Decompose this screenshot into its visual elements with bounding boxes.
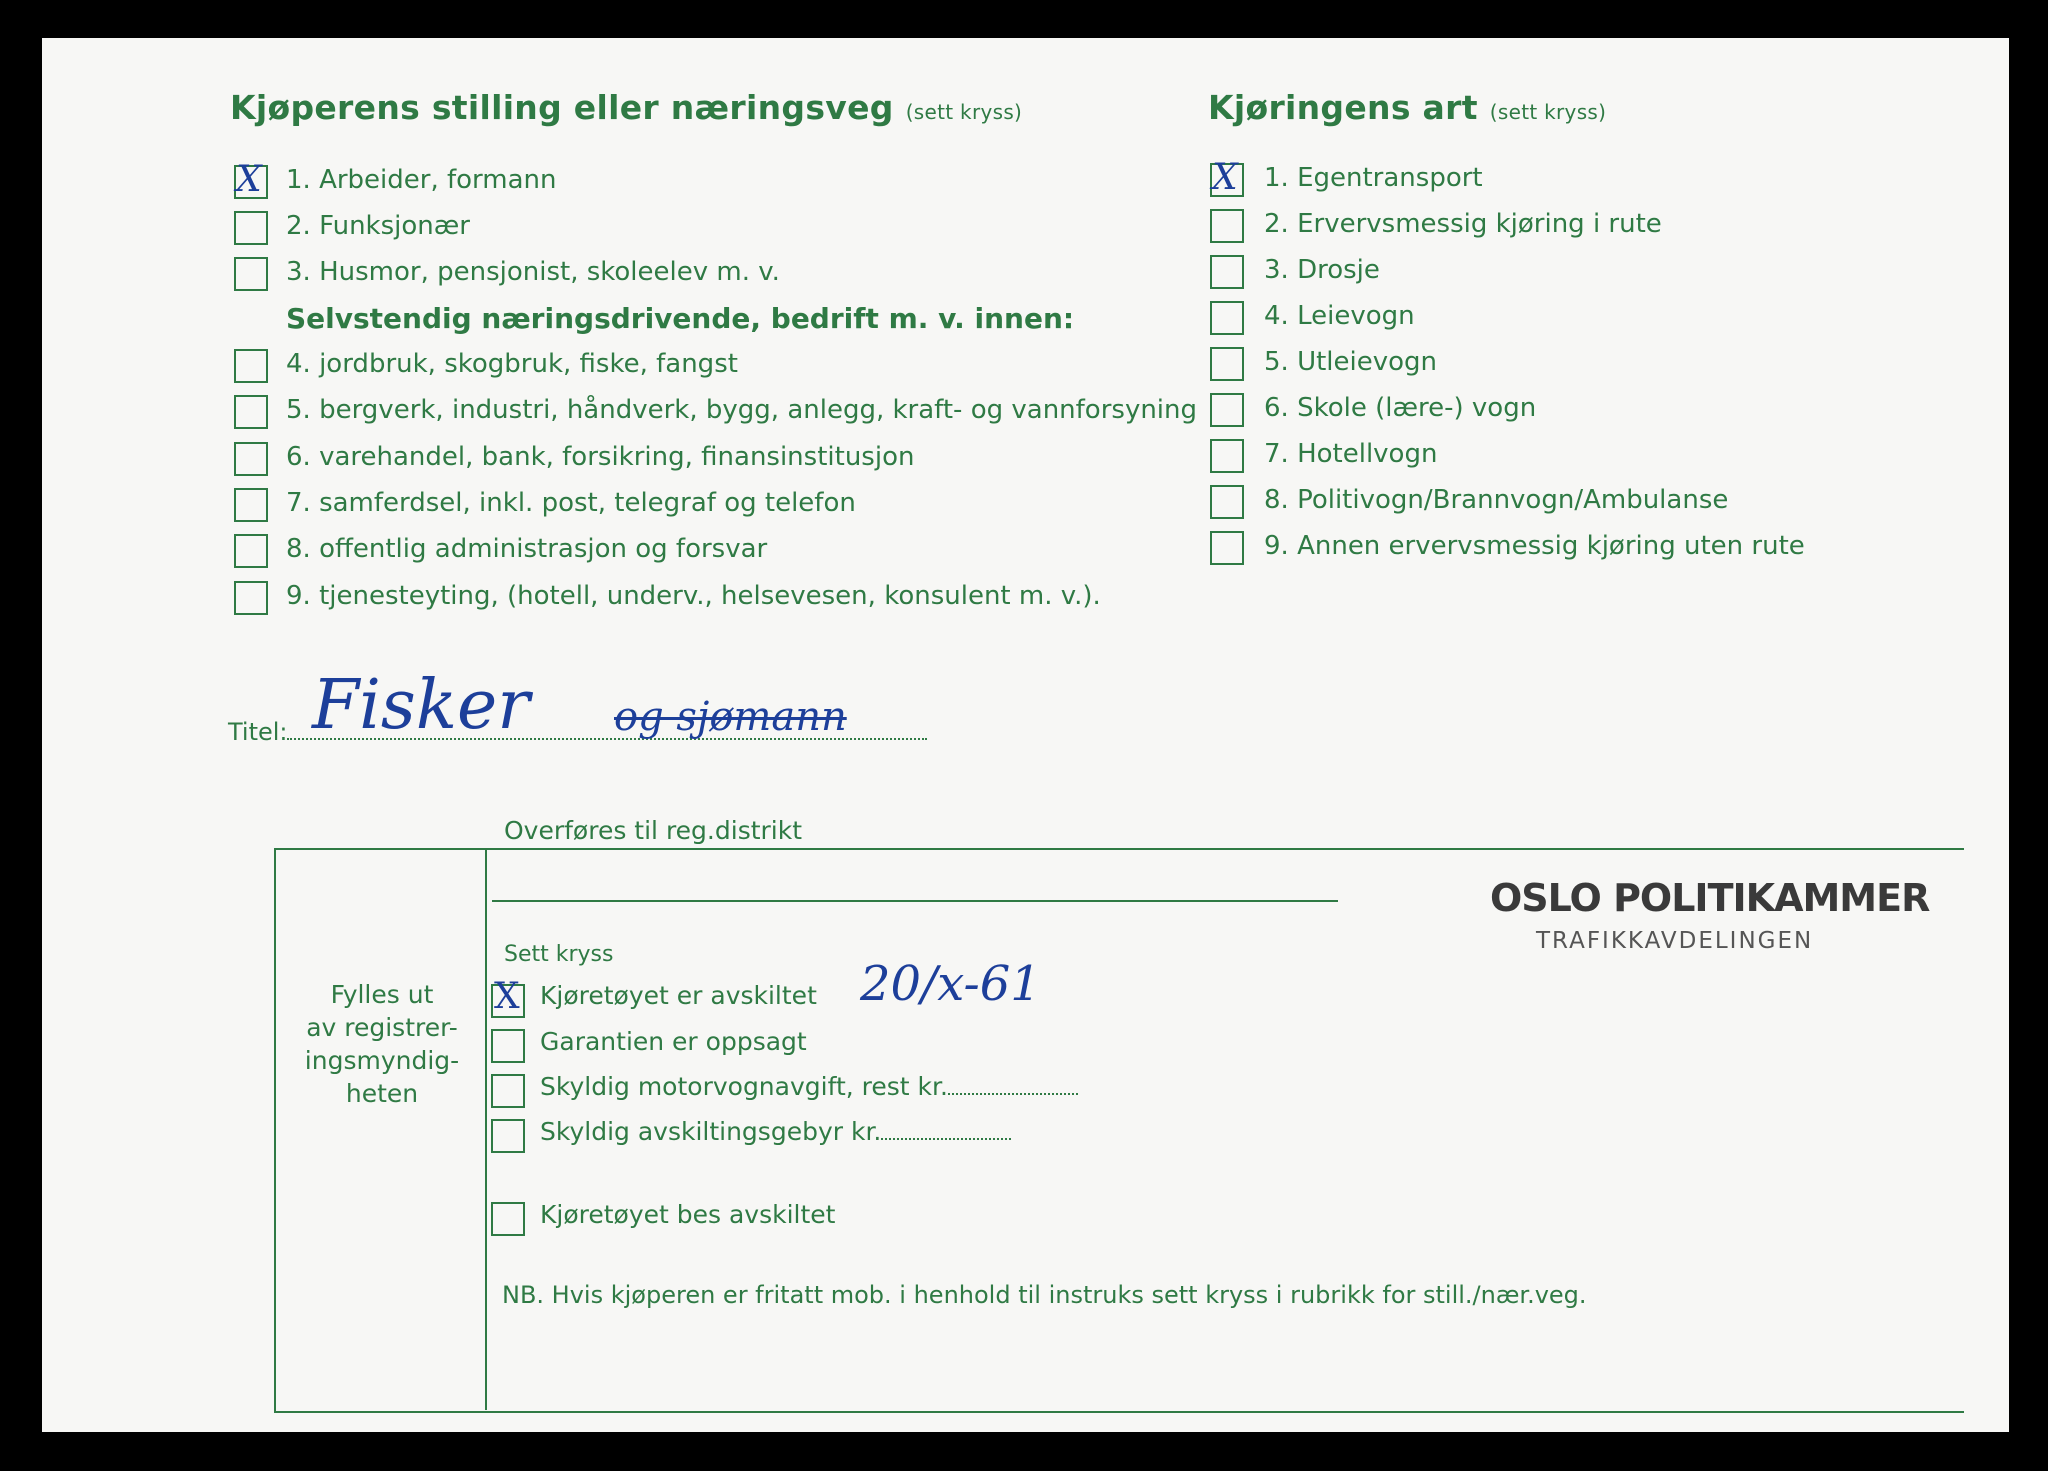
handwritten-date: 20/x-61: [860, 956, 1041, 1012]
checkbox-occ-4[interactable]: [234, 349, 268, 383]
title-label: Titel:: [228, 718, 288, 746]
trip-item-6: 6. Skole (lære-) vogn: [1264, 393, 1537, 423]
right-heading-text: Kjøringens art: [1208, 88, 1478, 127]
left-heading-note: (sett kryss): [905, 100, 1023, 124]
occ-item-1: 1. Arbeider, formann: [286, 165, 557, 195]
transfer-line[interactable]: [492, 900, 1338, 902]
cross-mark-reg-1: X: [494, 976, 520, 1017]
checkbox-trip-9[interactable]: [1210, 531, 1244, 565]
occ-item-5: 5. bergverk, industri, håndverk, bygg, anlegg, kraft- og vannforsyning: [286, 395, 1198, 425]
trip-item-9: 9. Annen ervervsmessig kjøring uten rute: [1264, 531, 1805, 561]
stamp-line-2: TRAFIKKAVDELINGEN: [1536, 928, 1814, 954]
checkbox-trip-2[interactable]: [1210, 209, 1244, 243]
reg-check-1: Kjøretøyet er avskiltet: [540, 981, 817, 1010]
side-label-line-3: ingsmyndig-: [304, 1046, 460, 1075]
occ-item-3: 3. Husmor, pensjonist, skoleelev m. v.: [286, 257, 780, 287]
checkbox-occ-6[interactable]: [234, 442, 268, 476]
trip-item-4: 4. Leievogn: [1264, 301, 1415, 331]
title-struck-text: og sjømann: [614, 694, 847, 740]
checkbox-trip-5[interactable]: [1210, 347, 1244, 381]
trip-item-3: 3. Drosje: [1264, 255, 1380, 285]
checkbox-occ-2[interactable]: [234, 211, 268, 245]
checkbox-trip-3[interactable]: [1210, 255, 1244, 289]
occ-item-8: 8. offentlig administrasjon og forsvar: [286, 534, 768, 564]
occ-item-2: 2. Funksjonær: [286, 211, 470, 241]
checkbox-reg-2[interactable]: [491, 1029, 525, 1063]
checkbox-reg-4[interactable]: [491, 1119, 525, 1153]
left-heading: [230, 88, 1022, 127]
checkbox-occ-3[interactable]: [234, 257, 268, 291]
trip-item-1: 1. Egentransport: [1264, 163, 1483, 193]
trip-item-2: 2. Ervervsmessig kjøring i rute: [1264, 209, 1662, 239]
right-heading: [1208, 88, 1606, 127]
trip-item-5: 5. Utleievogn: [1264, 347, 1438, 377]
cross-mark-occ-1: X: [236, 159, 262, 200]
self-employed-subheading: Selvstendig næringsdrivende, bedrift m. v. innen:: [286, 302, 1075, 335]
reg-check-2: Garantien er oppsagt: [540, 1027, 807, 1056]
right-heading-note: (sett kryss): [1489, 100, 1607, 124]
reg-check-4-label: Skyldig avskiltingsgebyr kr.: [540, 1117, 882, 1146]
checkbox-trip-8[interactable]: [1210, 485, 1244, 519]
registry-side-label: [282, 978, 482, 1110]
checkbox-occ-7[interactable]: [234, 488, 268, 522]
reg-check-3: [540, 1072, 1078, 1101]
checkbox-occ-9[interactable]: [234, 581, 268, 615]
side-label-line-2: av registrer-: [306, 1013, 458, 1042]
occ-item-6: 6. varehandel, bank, forsikring, finansinstitusjon: [286, 442, 915, 472]
motor-tax-field[interactable]: [948, 1093, 1078, 1095]
cross-mark-trip-1: X: [1212, 157, 1238, 198]
occ-item-9: 9. tjenesteyting, (hotell, underv., helsevesen, konsulent m. v.).: [286, 581, 1101, 611]
checkbox-occ-5[interactable]: [234, 395, 268, 429]
trip-item-8: 8. Politivogn/Brannvogn/Ambulanse: [1264, 485, 1729, 515]
left-heading-text: Kjøperens stilling eller næringsveg: [230, 88, 894, 127]
reg-check-3-label: Skyldig motorvognavgift, rest kr.: [540, 1072, 948, 1101]
trip-item-7: 7. Hotellvogn: [1264, 439, 1438, 469]
checkbox-occ-8[interactable]: [234, 534, 268, 568]
title-input[interactable]: [294, 666, 934, 756]
nb-note: NB. Hvis kjøperen er fritatt mob. i henhold til instruks sett kryss i rubrikk for still./nær.veg.: [502, 1281, 1587, 1309]
checkbox-trip-6[interactable]: [1210, 393, 1244, 427]
checkbox-reg-3[interactable]: [491, 1074, 525, 1108]
plate-fee-field[interactable]: [881, 1138, 1011, 1140]
reg-bes-label: Kjøretøyet bes avskiltet: [540, 1200, 836, 1229]
occ-item-7: 7. samferdsel, inkl. post, telegraf og telefon: [286, 488, 856, 518]
occ-item-4: 4. jordbruk, skogbruk, fiske, fangst: [286, 349, 738, 379]
checkbox-trip-4[interactable]: [1210, 301, 1244, 335]
stamp-line-1: OSLO POLITIKAMMER: [1490, 876, 1930, 920]
form-paper: [42, 38, 2009, 1432]
side-label-line-4: heten: [345, 1079, 419, 1108]
reg-check-4: [540, 1117, 1011, 1146]
title-handwriting: Fisker: [312, 666, 530, 745]
checkbox-trip-7[interactable]: [1210, 439, 1244, 473]
sett-kryss-label: Sett kryss: [504, 942, 614, 967]
side-label-line-1: Fylles ut: [330, 980, 434, 1009]
registry-divider: [485, 850, 487, 1410]
checkbox-reg-bes[interactable]: [491, 1202, 525, 1236]
transfer-label: Overføres til reg.distrikt: [504, 816, 803, 845]
